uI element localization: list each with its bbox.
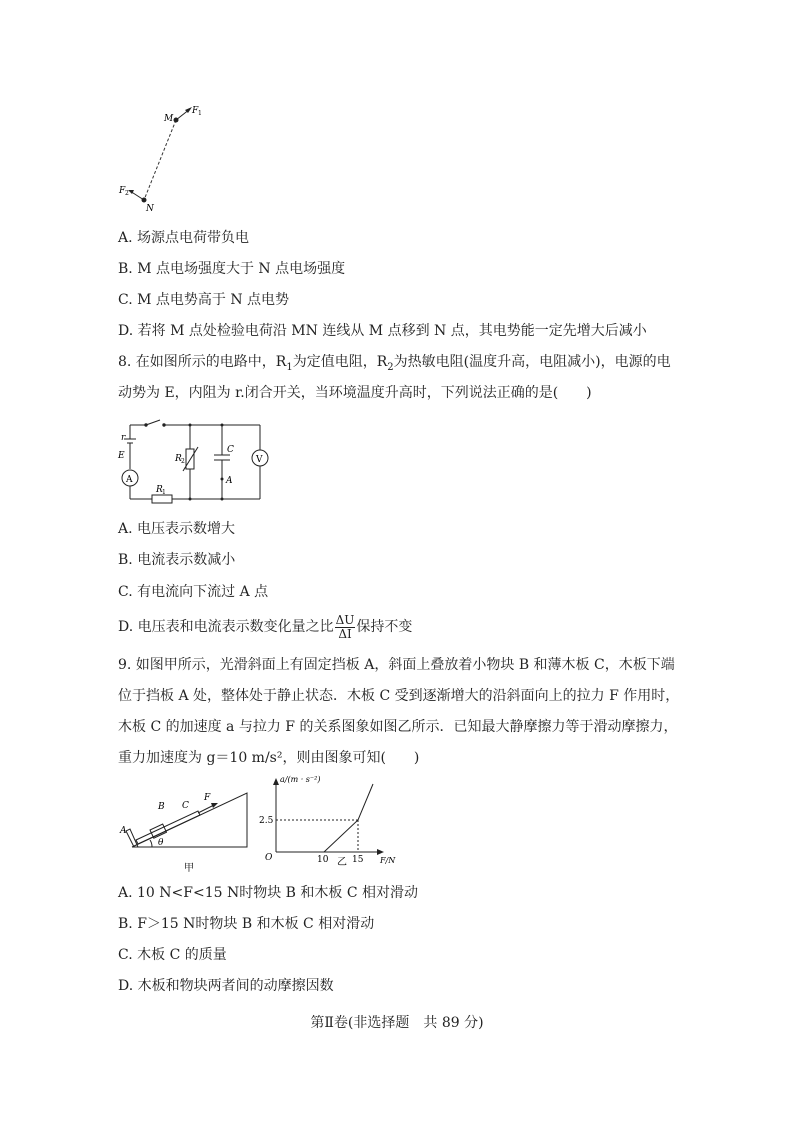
q9-stem-line1: 9. 如图甲所示，光滑斜面上有固定挡板 A，斜面上叠放着小物块 B 和薄木板 C，木板下端 xyxy=(118,657,675,673)
q9-figure-yi xyxy=(259,772,402,868)
x-axis-label: F/N xyxy=(380,856,396,865)
svg-text:2: 2 xyxy=(125,190,129,197)
board-c xyxy=(136,811,200,844)
label-ammeter: A xyxy=(126,475,133,485)
resistor-r1 xyxy=(152,495,172,503)
node-a xyxy=(221,478,224,481)
label-c: C xyxy=(182,801,189,811)
svg-text:1: 1 xyxy=(198,110,202,117)
q8-option-d: D. 电压表和电流表示数变化量之比 $\frac{\Delta U}{\Delta I}$ 保持不变 xyxy=(118,612,413,641)
q7-option-c: C. M 点电势高于 N 点电势 xyxy=(118,292,290,308)
switch xyxy=(146,420,160,425)
delta-u-over-delta-i: $\frac{\Delta U}{\Delta I}$ xyxy=(335,612,355,641)
a-f-graph-line xyxy=(324,784,373,852)
label-f2: F xyxy=(119,186,126,196)
q8-option-a: A. 电压表示数增大 xyxy=(118,521,236,537)
q9-stem-line2: 位于挡板 A 处，整体处于静止状态．木板 C 受到逐渐增大的沿斜面向上的拉力 F 作用时， xyxy=(118,688,680,704)
q7-option-a: A. 场源点电荷带负电 xyxy=(118,230,250,246)
caption-yi: 乙 xyxy=(337,857,347,868)
caption-jia: 甲 xyxy=(184,863,194,874)
label-b: B xyxy=(158,802,165,812)
block-b xyxy=(150,824,166,838)
label-f: F xyxy=(204,793,211,803)
svg-text:2: 2 xyxy=(181,458,185,465)
label-n: N xyxy=(146,204,154,214)
q8-stem-line2: 动势为 E，内阻为 r.闭合开关，当环境温度升高时，下列说法正确的是( ) xyxy=(118,385,592,401)
x-tick-10: 10 xyxy=(317,855,329,865)
label-r1: R xyxy=(156,485,163,495)
y-tick-2-5: 2.5 xyxy=(259,816,274,826)
label-r2: R xyxy=(175,454,182,464)
q9-option-d: D. 木板和物块两者间的动摩擦因数 xyxy=(118,978,334,994)
origin-label: O xyxy=(265,853,273,863)
label-f1: F xyxy=(192,106,199,116)
q9-option-a: A. 10 N<F<15 N时物块 B 和木板 C 相对滑动 xyxy=(118,885,419,901)
mn-dashed-line xyxy=(144,120,176,200)
q9-stem-line3: 木板 C 的加速度 a 与拉力 F 的关系图象如图乙所示．已知最大静摩擦力等于滑动摩擦力， xyxy=(118,719,678,735)
q7-option-d: D. 若将 M 点处检验电荷沿 MN 连线从 M 点移到 N 点，其电势能一定先增大后减小 xyxy=(118,323,647,339)
barrier-a xyxy=(126,829,138,847)
q9-stem-line4: 重力加速度为 g＝10 m/s²，则由图象可知( ) xyxy=(118,750,420,766)
label-a: A xyxy=(120,826,127,836)
label-a-node: A xyxy=(226,476,233,486)
q7-option-b: B. M 点电场强度大于 N 点电场强度 xyxy=(118,261,346,277)
label-e: E xyxy=(118,451,125,461)
label-c: C xyxy=(227,445,234,455)
q8-circuit-figure xyxy=(112,413,277,505)
x-tick-15: 15 xyxy=(352,855,364,865)
y-axis-label: a/(m · s⁻²) xyxy=(280,775,321,784)
section-heading: 第Ⅱ卷(非选择题 共 89 分) xyxy=(310,1015,484,1031)
q7-field-figure xyxy=(112,102,212,217)
label-theta: θ xyxy=(158,838,164,848)
q8-option-b: B. 电流表示数减小 xyxy=(118,552,236,568)
label-m: M xyxy=(164,114,174,124)
q9-option-c: C. 木板 C 的质量 xyxy=(118,947,227,963)
svg-text:1: 1 xyxy=(162,489,166,496)
label-r: r xyxy=(121,433,126,443)
q9-figure-jia xyxy=(112,785,252,877)
q8-option-c: C. 有电流向下流过 A 点 xyxy=(118,584,269,600)
label-voltmeter: V xyxy=(256,455,263,465)
q8-stem-line1: 8. 在如图所示的电路中，$R_1$为定值电阻，$R_2$为热敏电阻(温度升高，电阻减小)，电源的电 xyxy=(118,354,671,373)
q9-option-b: B. F＞15 N时物块 B 和木板 C 相对滑动 xyxy=(118,916,375,932)
